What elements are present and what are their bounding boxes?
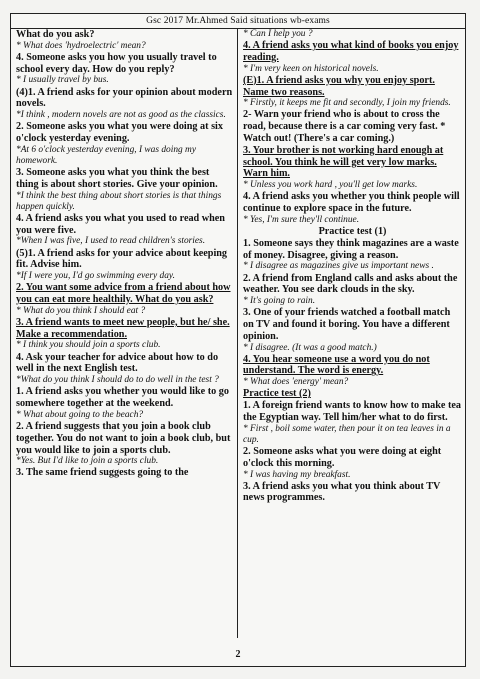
- answer-text: * I disagree. (It was a good match.): [243, 342, 377, 353]
- answer-text: * I disagree as magazines give us important news .: [243, 261, 434, 272]
- answer-text: * Unless you work hard , you'll get low marks.: [243, 180, 418, 191]
- question-text: Practice test (2): [243, 388, 311, 400]
- answer-text: * Firstly, it keeps me fit and secondly, I join my friends.: [243, 98, 451, 109]
- answer-text: *What do you think I should do to do well in the test ?: [16, 375, 219, 386]
- section-heading: Practice test (1): [318, 226, 387, 238]
- answer-text: * What about going to the beach?: [16, 409, 144, 420]
- answer-text: *I think the best thing about short stories is that things happen quickly.: [16, 190, 222, 212]
- question-text: 4. A friend asks you what you used to read when you were five.: [16, 212, 225, 236]
- question-text: 3. A friend asks you what you think about TV news programmes.: [243, 480, 441, 504]
- question-text: 2. Someone asks you what you were doing at six o'clock yesterday evening.: [16, 121, 223, 145]
- question-text: 4. Someone asks you how you usually travel to school every day. How do you reply?: [16, 51, 217, 75]
- answer-text: * It's going to rain.: [243, 296, 316, 307]
- question-text: 2. You want some advice from a friend about how you can eat more healthily. What do you ask?: [16, 282, 231, 305]
- question-text: (4)1. A friend asks for your opinion about modern novels.: [16, 86, 233, 110]
- question-text: 4. A friend asks you what kind of books you enjoy reading.: [243, 40, 459, 63]
- left-column: [11, 29, 238, 638]
- answer-text: * I usually travel by bus.: [16, 75, 109, 86]
- question-text: 2- Warn your friend who is about to cross the road, because there is a car coming very fast. * Watch out! (There's a car coming.): [243, 109, 446, 145]
- answer-text: *I think , modern novels are not as good as the classics.: [16, 110, 226, 121]
- answer-text: *Yes. But I'd like to join a sports club.: [16, 456, 159, 467]
- columns: [11, 29, 465, 638]
- page-number: 2: [235, 649, 241, 660]
- answer-text: * I think you should join a sports club.: [16, 340, 161, 351]
- question-text: What do you ask?: [16, 29, 95, 40]
- question-text: 1. Someone says they think magazines are a waste of money. Disagree, giving a reason.: [243, 237, 459, 261]
- answer-text: * What do you think I should eat ?: [16, 305, 146, 316]
- question-text: 4. You hear someone use a word you do not understand. The word is energy.: [243, 353, 430, 377]
- question-text: 2. A friend suggests that you join a book club together. You do not want to join a book club, but you would like to join a sports club.: [16, 420, 231, 456]
- question-text: 1. A foreign friend wants to know how to make tea the Egyptian way. Tell him/her what to do first.: [243, 400, 461, 423]
- question-text: Make a recommendation.: [16, 328, 128, 340]
- right-column: [238, 29, 465, 638]
- question-text: 3. A friend wants to meet new people, but he/ she.: [16, 316, 230, 328]
- page-header: Gsc 2017 Mr.Ahmed Said situations wb-exams: [11, 14, 465, 29]
- question-text: 3. One of your friends watched a football match on TV and found it boring. You have a different opinion.: [243, 307, 451, 342]
- question-text: (E)1. A friend asks you why you enjoy sport. Name two reasons.: [243, 74, 435, 98]
- question-text: (5)1. A friend asks for your advice about keeping fit. Advise him.: [16, 247, 228, 271]
- question-text: 3. Your brother is not working hard enough at school. You think he will get very low marks. Warn him.: [243, 144, 444, 180]
- worksheet-page: [10, 13, 466, 667]
- answer-text: *When I was five, I used to read children's stories.: [16, 236, 206, 247]
- question-text: 4. Ask your teacher for advice about how to do well in the next English test.: [16, 351, 219, 375]
- answer-text: * What does 'energy' mean?: [243, 377, 349, 388]
- answer-text: * Yes, I'm sure they'll continue.: [243, 214, 360, 225]
- answer-text: * Can I help you ?: [243, 29, 313, 39]
- question-text: 4. A friend asks you whether you think people will continue to explore space in the future.: [243, 191, 460, 215]
- question-text: 3. The same friend suggests going to the: [16, 467, 189, 479]
- answer-text: * First , boil some water, then pour it on tea leaves in a cup.: [243, 423, 451, 445]
- answer-text: *At 6 o'clock yesterday evening, I was doing my homework.: [16, 144, 196, 166]
- question-text: 3. Someone asks you what you think the best thing is about short stories. Give your opinion.: [16, 167, 218, 190]
- answer-text: * What does 'hydroelectric' mean?: [16, 40, 146, 51]
- question-text: 2. A friend from England calls and asks about the weather. You see dark clouds in the sky.: [243, 272, 458, 296]
- answer-text: * I was having my breakfast.: [243, 469, 351, 480]
- question-text: 2. Someone asks what you were doing at eight o'clock this morning.: [243, 445, 442, 469]
- question-text: 1. A friend asks you whether you would like to go somewhere together at the weekend.: [16, 386, 229, 410]
- answer-text: * I'm very keen on historical novels.: [243, 63, 379, 74]
- answer-text: *If I were you, I'd go swimming every day.: [16, 271, 175, 282]
